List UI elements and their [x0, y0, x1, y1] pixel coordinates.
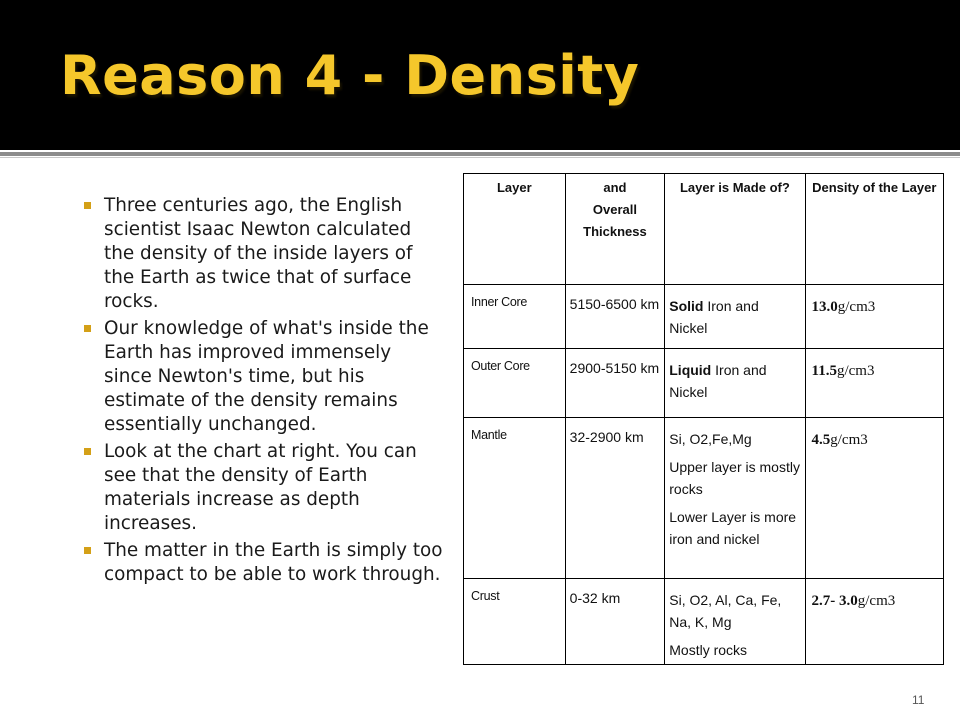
title-bar [0, 0, 960, 150]
table-row [464, 285, 944, 349]
header-density: Density of the Layer [805, 174, 943, 285]
cell-layer: Mantle [464, 418, 566, 579]
bullet-item [84, 317, 444, 437]
square-bullet-icon [84, 448, 91, 455]
cell-density: 13.0g/cm3 [805, 285, 943, 349]
cell-thickness: 5150-6500 km [565, 285, 665, 349]
slide-title: Reason 4 - Density [60, 44, 640, 107]
bullet-text: Our knowledge of what's inside the Earth has improved immensely since Newton's time, but his estimate of the density remains essentially unchanged. [104, 318, 429, 435]
table-row [464, 579, 944, 665]
table-header-row [464, 174, 944, 285]
cell-thickness: 32-2900 km [565, 418, 665, 579]
bullet-list [84, 194, 444, 590]
cell-layer: Outer Core [464, 349, 566, 418]
page-number: 11 [912, 693, 925, 707]
cell-made-of: Solid Iron and Nickel [665, 285, 805, 349]
cell-made-of: Liquid Iron and Nickel [665, 349, 805, 418]
cell-layer: Crust [464, 579, 566, 665]
divider-line-thin [0, 157, 960, 158]
square-bullet-icon [84, 325, 91, 332]
earth-layers-table [463, 173, 944, 665]
bullet-item [84, 440, 444, 536]
bullet-text: Look at the chart at right. You can see that the density of Earth materials increase as depth increases. [104, 441, 417, 534]
bullet-item [84, 539, 444, 587]
square-bullet-icon [84, 547, 91, 554]
bullet-text: The matter in the Earth is simply too compact to be able to work through. [104, 540, 443, 585]
cell-thickness: 0-32 km [565, 579, 665, 665]
bullet-text: Three centuries ago, the English scientist Isaac Newton calculated the density of the inside layers of the Earth as twice that of surface rocks. [104, 195, 413, 312]
cell-made-of: Si, O2,Fe,Mg Upper layer is mostly rocks Lower Layer is more iron and nickel [665, 418, 805, 579]
header-thickness: and Overall Thickness [565, 174, 665, 285]
square-bullet-icon [84, 202, 91, 209]
header-layer: Layer [464, 174, 566, 285]
cell-made-of: Si, O2, Al, Ca, Fe, Na, K, Mg Mostly rocks [665, 579, 805, 665]
table-row [464, 349, 944, 418]
header-made-of: Layer is Made of? [665, 174, 805, 285]
cell-density: 4.5g/cm3 [805, 418, 943, 579]
cell-thickness: 2900-5150 km [565, 349, 665, 418]
cell-density: 2.7- 3.0g/cm3 [805, 579, 943, 665]
cell-density: 11.5g/cm3 [805, 349, 943, 418]
divider-line [0, 152, 960, 156]
table-row [464, 418, 944, 579]
cell-layer: Inner Core [464, 285, 566, 349]
bullet-item [84, 194, 444, 314]
